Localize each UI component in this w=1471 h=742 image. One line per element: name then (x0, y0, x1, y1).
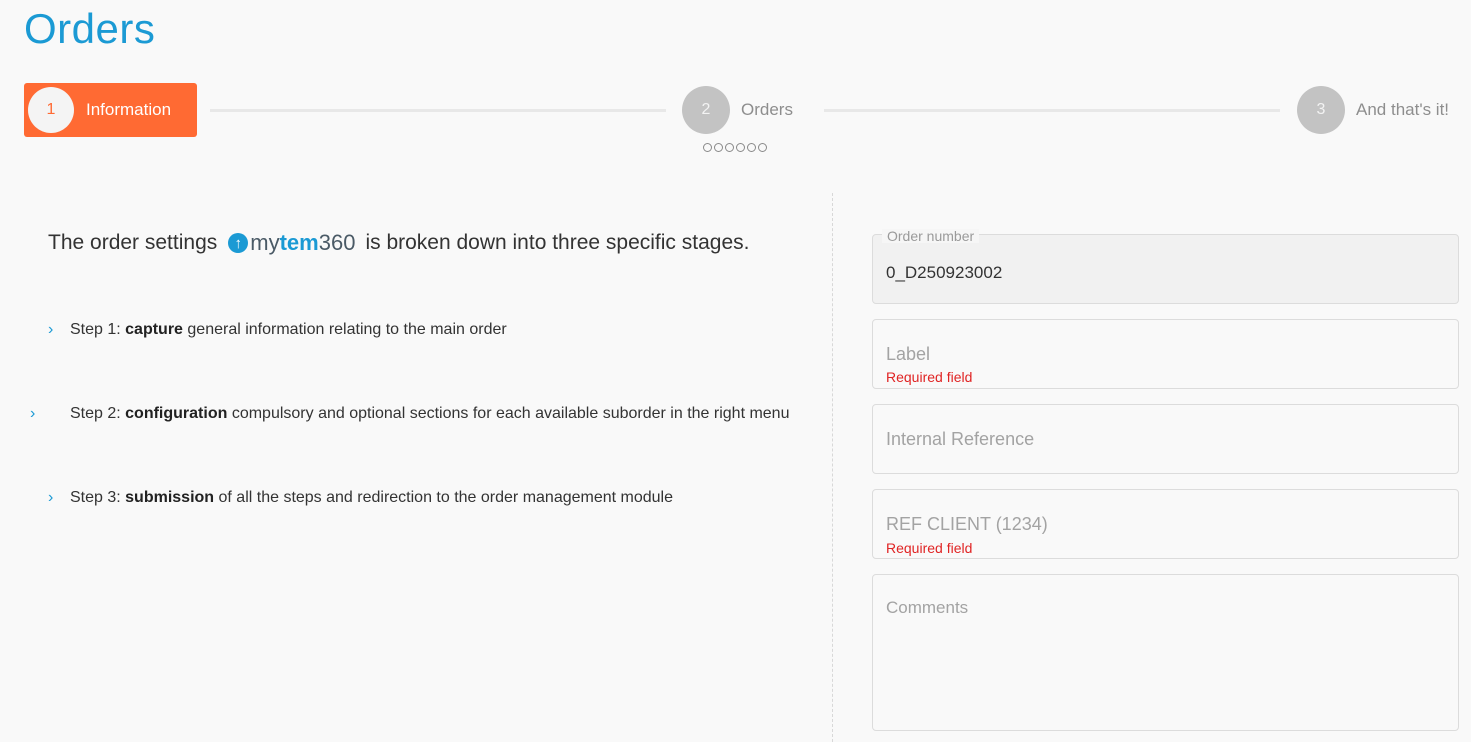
substep-dot[interactable] (714, 143, 723, 152)
logo-text-tem: tem (279, 230, 319, 255)
intro-after: is broken down into three specific stages. (365, 231, 750, 254)
stepper (0, 83, 1471, 163)
intro-before: The order settings (48, 231, 218, 254)
step-information[interactable] (24, 83, 197, 137)
mytem360-logo (228, 230, 355, 256)
page-title: Orders (24, 5, 156, 52)
step-number-2: 2 (682, 86, 730, 134)
column-divider (832, 193, 833, 742)
step-orders[interactable] (682, 86, 793, 134)
logo-text-my: my (250, 230, 280, 255)
substep-dot[interactable] (747, 143, 756, 152)
label-error: Required field (886, 369, 973, 385)
substep-indicators (703, 143, 767, 152)
step-connector-2 (824, 109, 1280, 112)
ref-client-input[interactable] (872, 489, 1459, 559)
order-number-label: Order number (882, 229, 979, 243)
substep-dot[interactable] (725, 143, 734, 152)
internal-reference-placeholder: Internal Reference (886, 429, 1035, 449)
step-connector-1 (210, 109, 666, 112)
chevron-right-icon: › (48, 321, 54, 338)
comments-placeholder: Comments (886, 598, 969, 617)
order-number-value: 0_D250923002 (886, 263, 1003, 282)
step-label-finish: And that's it! (1356, 100, 1450, 119)
intro-text (48, 230, 749, 256)
chevron-right-icon: › (30, 405, 36, 422)
step-number-1: 1 (28, 87, 74, 133)
order-number-field (872, 228, 1459, 304)
list-item-step-1: › Step 1: capture general information relating to the main order (48, 318, 808, 342)
substep-dot[interactable] (736, 143, 745, 152)
list-item-step-3: › Step 3: submission of all the steps and redirection to the order management module (48, 486, 808, 510)
ref-client-placeholder: REF CLIENT (1234) (886, 514, 1048, 534)
ref-client-error: Required field (886, 540, 973, 556)
label-input[interactable] (872, 319, 1459, 389)
substep-dot[interactable] (758, 143, 767, 152)
step-label-information: Information (86, 100, 172, 119)
mytem-logo-icon: ↑ (228, 233, 248, 253)
substep-dot[interactable] (703, 143, 712, 152)
step-label-orders: Orders (741, 100, 793, 119)
step-finish[interactable] (1297, 86, 1449, 134)
internal-reference-input[interactable] (872, 404, 1459, 474)
logo-text-360: 360 (318, 230, 356, 255)
chevron-right-icon: › (48, 489, 54, 506)
step-number-3: 3 (1297, 86, 1345, 134)
label-placeholder: Label (886, 344, 931, 364)
comments-textarea[interactable] (872, 574, 1459, 731)
list-item-step-2: › Step 2: configuration compulsory and optional sections for each available suborder in the right menu (48, 402, 808, 426)
